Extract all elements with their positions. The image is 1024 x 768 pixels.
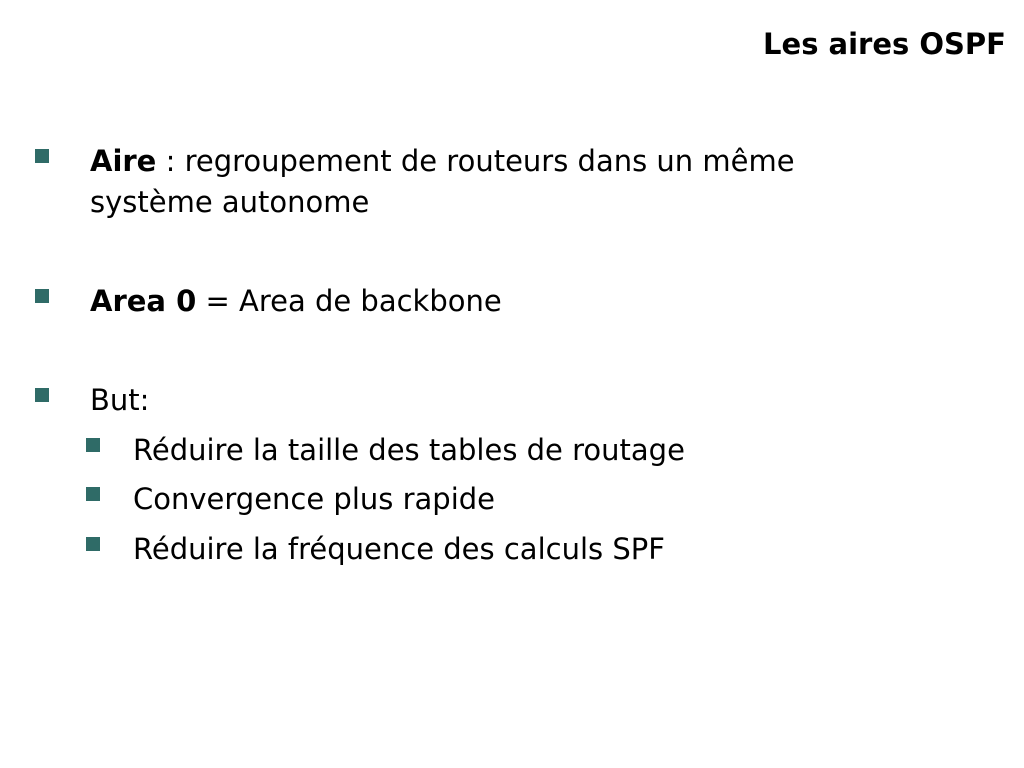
sub-bullet-text: Convergence plus rapide — [133, 482, 496, 516]
sub-bullet-text: Réduire la taille des tables de routage — [133, 433, 685, 467]
bullet-definition-continuation: système autonome — [90, 185, 370, 219]
square-bullet-icon — [86, 537, 100, 551]
bullet-item-aire — [90, 141, 795, 182]
bullet-text — [90, 284, 502, 318]
square-bullet-icon — [86, 438, 100, 452]
bullet-item-but — [90, 380, 149, 421]
square-bullet-icon — [35, 289, 49, 303]
bullet-item-area0 — [90, 281, 502, 322]
bullet-definition: : regroupement de routeurs dans un même — [156, 144, 795, 178]
bullet-term: Aire — [90, 144, 157, 178]
sub-bullet-item — [133, 479, 495, 519]
square-bullet-icon — [35, 388, 49, 402]
slide-title: Les aires OSPF — [763, 27, 1006, 61]
bullet-item-aire-continuation — [90, 182, 369, 223]
sub-bullet-item — [133, 529, 665, 569]
bullet-text — [90, 144, 795, 178]
square-bullet-icon — [35, 149, 49, 163]
sub-bullet-text: Réduire la fréquence des calculs SPF — [133, 532, 665, 566]
bullet-definition: = Area de backbone — [196, 284, 502, 318]
bullet-text: But: — [90, 383, 150, 417]
square-bullet-icon — [86, 487, 100, 501]
bullet-term: Area 0 — [90, 284, 197, 318]
sub-bullet-item — [133, 430, 685, 470]
